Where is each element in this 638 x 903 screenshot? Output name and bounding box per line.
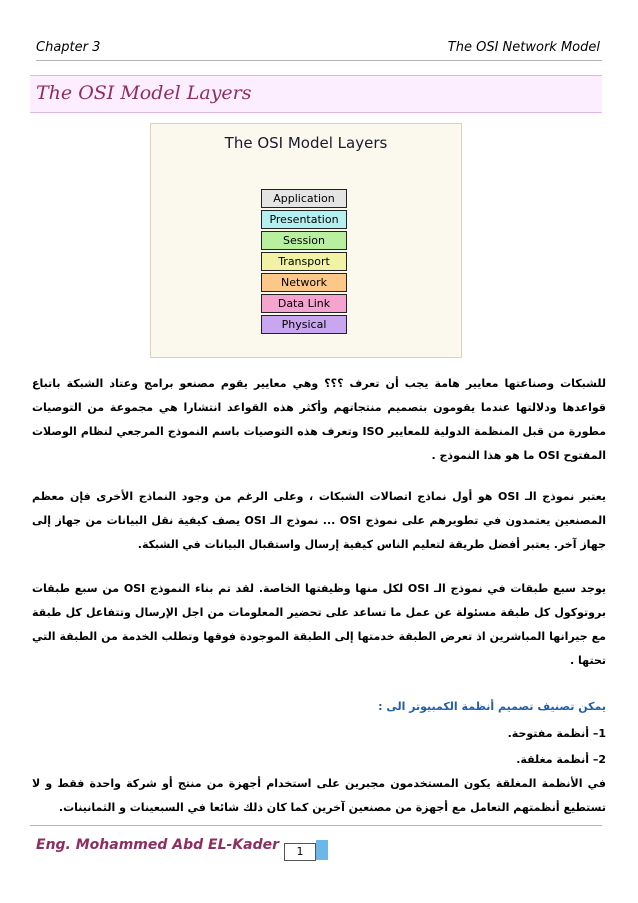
- classification-heading: يمكن تصنيف تصميم أنظمة الكمبيوتر الى :: [378, 700, 606, 713]
- page-tab-marker: [316, 840, 328, 860]
- section-title-box: [30, 75, 602, 113]
- layer-session: Session: [261, 231, 347, 250]
- paragraph-text: في الأنظمة المغلقة يكون المستخدمون مجبرين على استخدام أجهزة من منتج أو شركة واحدة فقط و لا تستطيع أنظمتهم التعامل مع أجهزة من مصنعين آخرين كما كان ذلك شائعا في السبعينات و الثمانينات.: [32, 777, 606, 814]
- classification-item-open: 1– أنظمة مفتوحة.: [507, 727, 606, 740]
- paragraph-text: للشبكات وصناعتها معايير هامة يجب أن تعرف ؟؟؟ وهي معايير يقوم مصنعو برامج وعتاد الشبكة باتباع قواعدها ودلالتها عندما يقومون بتصميم منتجاتهم وأكثر هذه القواعد انتشارا هي مجموعة من التوصيات مطورة من قبل المنظمة الدولية للمعايير ISO وتعرف هذه التوصيات باسم النموذج المرجعي لنظام الوصلات المفتوح OSI ما هو هذا النموذج .: [32, 377, 607, 462]
- document-title: The OSI Network Model: [447, 40, 600, 55]
- paragraph-osi-model: [32, 485, 606, 557]
- classification-item-closed: 2– أنظمة مغلقة.: [516, 753, 606, 766]
- osi-figure: [150, 123, 462, 358]
- paragraph-standards: [32, 372, 606, 468]
- page-number: 1: [284, 843, 316, 861]
- layer-physical: Physical: [261, 315, 347, 334]
- footer-divider: [30, 825, 602, 826]
- paragraph-closed-systems: [32, 772, 606, 820]
- footer-author: Eng. Mohammed Abd EL-Kader: [36, 837, 280, 853]
- paragraph-text: يعتبر نموذج الـ OSI هو أول نماذج اتصالات الشبكات ، وعلى الرغم من وجود النماذج الأخرى فإن معظم المصنعين يعتمدون في تطويرهم على نموذج OSI ... نموذج الـ OSI يصف كيفية نقل البيانات من جهاز إلى جهاز آخر. يعتبر أفضل طريقة لتعليم الناس كيفية إرسال واستقبال البيانات في الشبكة.: [32, 490, 606, 551]
- layer-data-link: Data Link: [261, 294, 347, 313]
- layer-stack: [261, 189, 347, 336]
- figure-title: The OSI Model Layers: [224, 134, 388, 152]
- layer-application: Application: [261, 189, 347, 208]
- paragraph-seven-layers: [32, 577, 606, 673]
- section-title: The OSI Model Layers: [36, 82, 252, 104]
- layer-network: Network: [261, 273, 347, 292]
- layer-transport: Transport: [261, 252, 347, 271]
- paragraph-text: يوجد سبع طبقات في نموذج الـ OSI لكل منها وظيفتها الخاصة. لقد تم بناء النموذج OSI من سبع طبقات بروتوكول كل طبقة مسئولة عن عمل ما تساعد على تحضير المعلومات من اجل الإرسال وتتفاعل كل طبقة مع جيرانها المباشرين اذ تعرض الطبقة خدمتها إلى الطبقة الموجودة فوقها وتطلب الخدمة من الطبقة التي تحتها .: [32, 582, 606, 667]
- page-header: [36, 38, 602, 61]
- layer-presentation: Presentation: [261, 210, 347, 229]
- chapter-label: Chapter 3: [36, 40, 101, 55]
